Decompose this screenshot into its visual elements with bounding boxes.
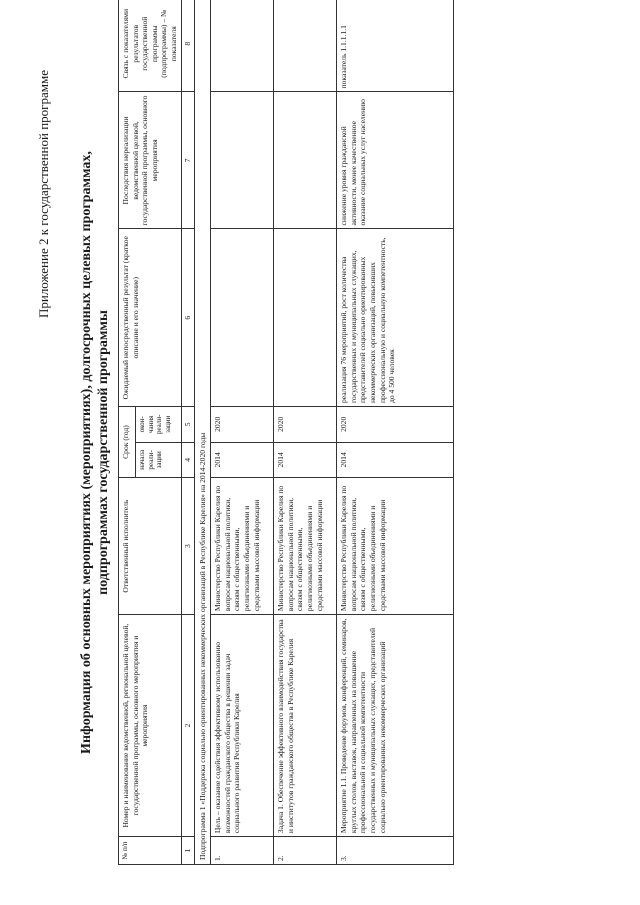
subprogram-row xyxy=(194,0,211,865)
row-executor: Министерство Республики Карелия по вопросам национальной политики, связям с общественными, религиозными объединениями и средствами массовой информации xyxy=(211,478,274,615)
row-num: 1. xyxy=(211,837,274,865)
column-numbers-row xyxy=(181,0,194,865)
row-consequences xyxy=(211,92,274,229)
col-header-name: Номер и наименование ведомственной, региональной целевой, государственной программы, основного мероприятия и мероприятия xyxy=(119,615,182,837)
col-number: 3 xyxy=(181,478,194,615)
row-link xyxy=(211,0,274,92)
appendix-label: Приложение 2 к государственной программе xyxy=(36,70,51,319)
row-num: 2. xyxy=(274,837,337,865)
measures-table xyxy=(118,0,454,865)
row-consequences: снижение уровня гражданской активности, менее качественное оказание социальных услуг населению xyxy=(337,92,454,229)
table-row xyxy=(337,0,454,865)
col-number: 7 xyxy=(181,92,194,229)
col-header-term-end: окон-чания реали-зации xyxy=(135,407,181,443)
subprogram-title: Подпрограмма 1 «Поддержка социально ориентированных некоммерческих организаций в Республике Карелия» на 2014-2020 годы xyxy=(194,0,211,865)
row-start: 2014 xyxy=(274,442,337,478)
row-num: 3. xyxy=(337,837,454,865)
col-header-executor: Ответственный исполнитель xyxy=(119,478,182,615)
row-executor: Министерство Республики Карелия по вопросам национальной политики, связям с общественными, религиозными объединениями и средствами массовой информации xyxy=(274,478,337,615)
col-header-term: Срок (год) xyxy=(119,407,136,478)
page-title xyxy=(78,40,112,865)
row-link xyxy=(274,0,337,92)
col-header-link: Связь с показателями результатов государственной программы (подпрограммы) – № показателя xyxy=(119,0,182,92)
row-executor: Министерство Республики Карелия по вопросам национальной политики, связям с общественными, религиозными объединениями и средствами массовой информации xyxy=(337,478,454,615)
row-end: 2020 xyxy=(211,407,274,443)
col-number: 1 xyxy=(181,837,194,865)
row-start: 2014 xyxy=(211,442,274,478)
col-number: 5 xyxy=(181,407,194,443)
title-line: подпрограммах государственной программы xyxy=(96,310,111,595)
row-link: показатель 1.1.1.1.1 xyxy=(337,0,454,92)
col-header-num: № п/п xyxy=(119,837,182,865)
row-end: 2020 xyxy=(274,407,337,443)
col-header-term-start: начала реали-зации xyxy=(135,442,181,478)
row-result: реализация 76 мероприятий, рост количества государственных и муниципальных служащих, представителей социально ориентированных некоммерческих организаций, повысивших профессиональную и социальную компетентность, до 4 500 человек xyxy=(337,229,454,407)
col-number: 2 xyxy=(181,615,194,837)
row-name: Цель – оказание содействия эффективному использованию возможностей гражданского общества в решении задач социального развития Республики Карелия xyxy=(211,615,274,837)
row-start: 2014 xyxy=(337,442,454,478)
table-row xyxy=(274,0,337,865)
col-header-consequences: Последствия нереализации ведомственной целевой, государственной программы, основного мероприятия xyxy=(119,92,182,229)
row-name: Задача 1. Обеспечение эффективного взаимодействия государства и институтов гражданского общества в Республике Карелия xyxy=(274,615,337,837)
row-result xyxy=(211,229,274,407)
col-number: 6 xyxy=(181,229,194,407)
row-consequences xyxy=(274,92,337,229)
col-number: 8 xyxy=(181,0,194,92)
col-header-result: Ожидаемый непосредственный результат (краткое описание и его значение) xyxy=(119,229,182,407)
table-row xyxy=(211,0,274,865)
col-number: 4 xyxy=(181,442,194,478)
title-line: Информация об основных мероприятиях (мероприятиях), долгосрочных целевых программах, xyxy=(79,151,94,754)
row-name: Мероприятие 1.1. Проведение форумов, конференций, семинаров, круглых столов, выставок, направленных на повышение профессиональной и социальной компетентности государственных и муниципальных служащих, представителей социально ориентированных некоммерческих организаций xyxy=(337,615,454,837)
row-end: 2020 xyxy=(337,407,454,443)
header-row xyxy=(119,0,136,865)
row-result xyxy=(274,229,337,407)
